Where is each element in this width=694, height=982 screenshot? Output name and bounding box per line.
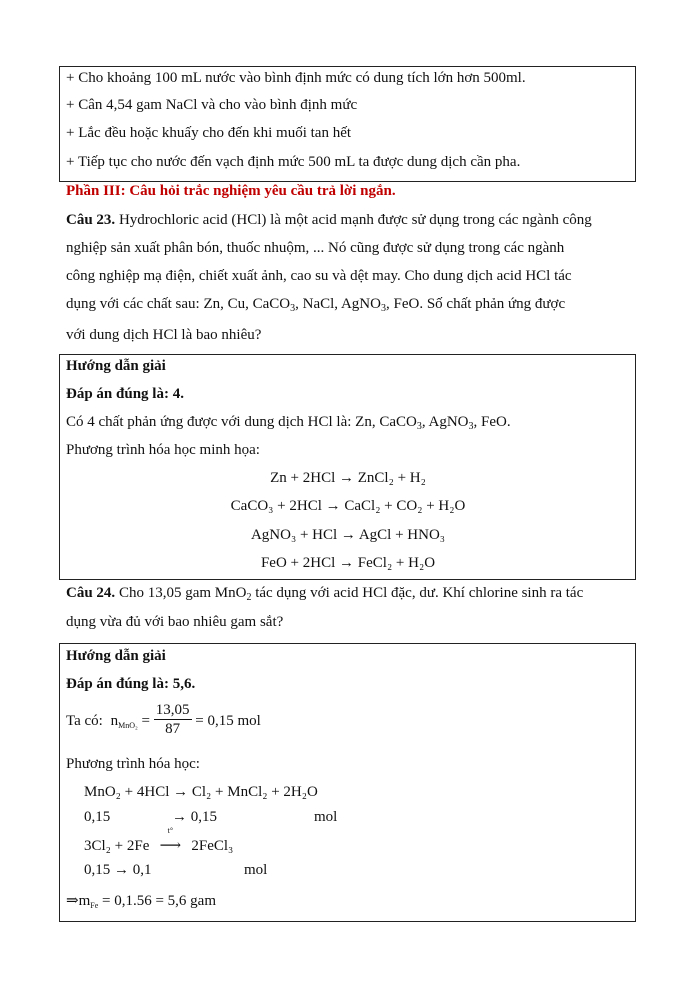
sol23-heading: Hướng dẫn giải — [66, 358, 166, 374]
q23-line-3: công nghiệp mạ điện, chiết xuất ảnh, cao su và dệt may. Cho dung dịch acid HCl tác — [66, 268, 572, 284]
prep-step-4: + Tiếp tục cho nước đến vạch định mức 500 mL ta được dung dịch cần pha. — [66, 154, 521, 170]
sol24-eq-intro: Phương trình hóa học: — [66, 756, 200, 772]
q23-line-4: dụng với các chất sau: Zn, Cu, CaCO$_3$, NaCl, AgNO$_3$, FeO. Số chất phản ứng được — [66, 296, 566, 314]
sol24-moles-calc: Ta có: $n_{MnO_2}$ = $\frac{13,05}{87}$ = 0,15 mol — [66, 702, 261, 737]
q23-line-2: nghiệp sản xuất phân bón, thuốc nhuộm, ... Nó cũng được sử dụng trong các ngành — [66, 240, 565, 256]
sol23-eq-1: Zn + 2HCl → ZnCl₂ + H₂ — [270, 470, 426, 486]
sol23-eq-2: CaCO₃ + 2HCl → CaCl₂ + CO₂ + H₂O — [230, 498, 466, 514]
sol24-r1-ratio-b: → 0,15 — [172, 809, 217, 825]
heat-arrow-icon: t° ⟶ — [159, 826, 182, 854]
sol24-answer: Đáp án đúng là: 5,6. — [66, 676, 196, 692]
q24-line-2: dụng vừa đủ với bao nhiêu gam sắt? — [66, 614, 284, 630]
sol23-eq-3: AgNO₃ + HCl → AgCl + HNO₃ — [250, 527, 446, 543]
sol24-r1-unit: mol — [314, 809, 338, 825]
sol24-final-result: $\Rightarrow m_{Fe} = 0,1.56 = 5,6$ gam — [66, 893, 216, 910]
sol23-explain: Có 4 chất phản ứng được với dung dịch HCl là: Zn, CaCO$_3$, AgNO$_3$, FeO. — [66, 414, 511, 432]
prep-step-1: + Cho khoảng 100 mL nước vào bình định mức có dung tích lớn hơn 500ml. — [66, 70, 526, 86]
section-title: Phần III: Câu hỏi trắc nghiệm yêu cầu trả lời ngắn. — [66, 183, 396, 199]
prep-step-2: + Cân 4,54 gam NaCl và cho vào bình định mức — [66, 97, 358, 113]
q24-label: Câu 24. — [66, 585, 116, 601]
sol23-answer: Đáp án đúng là: 4. — [66, 386, 184, 402]
q23-line-5: với dung dịch HCl là bao nhiêu? — [66, 327, 262, 343]
sol24-reaction-1: MnO₂ + 4HCl → Cl₂ + MnCl₂ + 2H₂O — [84, 784, 318, 800]
sol24-r1-ratio-a: 0,15 — [84, 809, 111, 825]
q23-label: Câu 23. — [66, 212, 116, 228]
prep-step-3: + Lắc đều hoặc khuấy cho đến khi muối tan hết — [66, 125, 352, 141]
sol23-eq-intro: Phương trình hóa học minh họa: — [66, 442, 260, 458]
q24-line-1: Câu 24. Cho 13,05 gam MnO$_2$ tác dụng với acid HCl đặc, dư. Khí chlorine sinh ra tác — [66, 585, 584, 603]
q23-line-1: Câu 23. Hydrochloric acid (HCl) là một acid mạnh được sử dụng trong các ngành công — [66, 212, 592, 228]
sol23-eq-4: FeO + 2HCl → FeCl₂ + H₂O — [260, 555, 436, 571]
moles-fraction: $\frac{13,05}{87}$ — [155, 702, 190, 737]
sol24-reaction-2: 3Cl₂ + 2Fe t° ⟶ 2FeCl₃ — [84, 826, 234, 854]
sol24-heading: Hướng dẫn giải — [66, 648, 166, 664]
sol24-r2-ratio: 0,15 → 0,1 — [84, 862, 152, 878]
sol24-r2-unit: mol — [244, 862, 268, 878]
